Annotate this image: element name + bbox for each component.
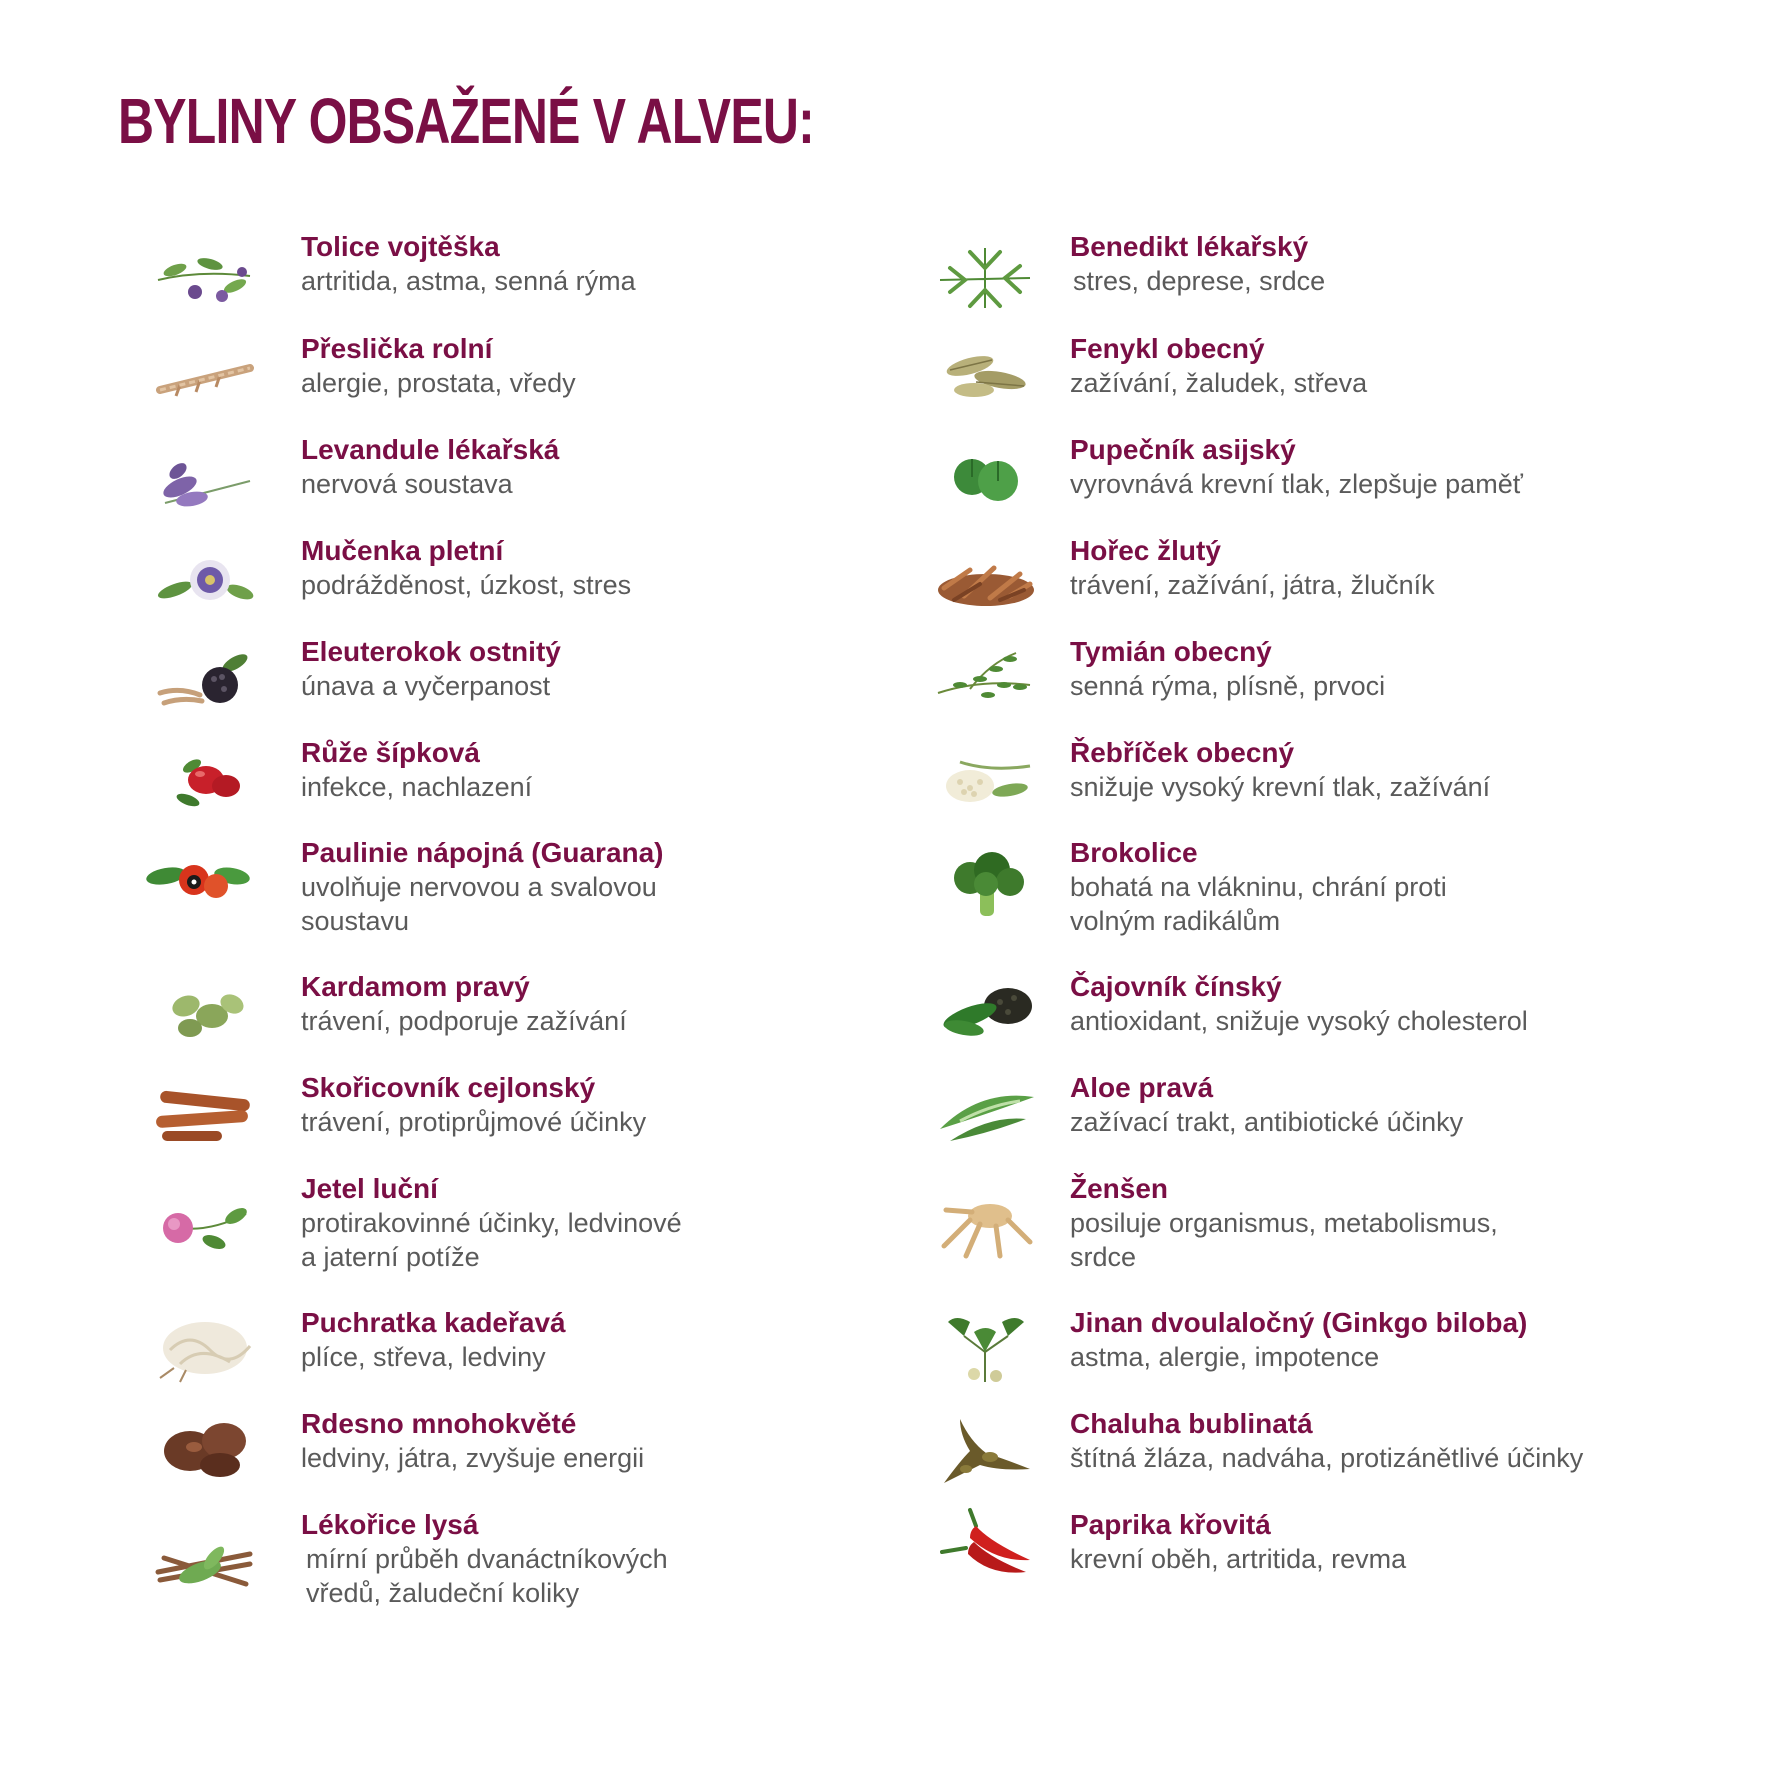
licorice-icon — [150, 1528, 260, 1606]
herb-name: Růže šípková — [301, 737, 480, 768]
rosehip-icon — [150, 740, 260, 818]
yarrow-icon — [930, 742, 1040, 820]
lavender-icon — [150, 443, 260, 521]
herb-name: Tymián obecný — [1070, 636, 1272, 667]
cinnamon-icon — [150, 1075, 260, 1153]
herb-description: trávení, protiprůjmové účinky — [301, 1107, 647, 1137]
herb-list-left — [0, 0, 760, 1772]
herb-name: Brokolice — [1070, 837, 1198, 868]
herb-name: Lékořice lysá — [301, 1509, 479, 1540]
herb-description: zažívání, žaludek, střeva — [1070, 368, 1368, 398]
herb-name: Rdesno mnohokvěté — [301, 1408, 577, 1439]
guarana-icon — [144, 842, 254, 920]
herb-list-right — [770, 0, 1770, 1772]
herb-description: trávení, zažívání, játra, žlučník — [1070, 570, 1435, 600]
herb-name: Ženšen — [1070, 1173, 1169, 1204]
herb-name: Jinan dvoulaločný (Ginkgo biloba) — [1070, 1307, 1528, 1338]
herb-description: protirakovinné účinky, ledvinové a jaterní potíže — [301, 1208, 682, 1272]
thyme-icon — [930, 639, 1040, 717]
fo-ti-root-icon — [150, 1407, 260, 1485]
herb-description: bohatá na vlákninu, chrání proti volným radikálům — [1070, 872, 1447, 936]
herb-description: mírní průběh dvanáctníkových vředů, žaludeční koliky — [306, 1544, 668, 1608]
herb-name: Levandule lékařská — [301, 434, 560, 465]
herb-description: snižuje vysoký krevní tlak, zažívání — [1070, 772, 1491, 802]
herb-description: antioxidant, snižuje vysoký cholesterol — [1070, 1006, 1528, 1036]
broccoli-icon — [930, 846, 1040, 924]
herb-description: astma, alergie, impotence — [1070, 1342, 1380, 1372]
cardamom-icon — [150, 976, 260, 1054]
passion-flower-icon — [150, 542, 260, 620]
ginkgo-icon — [930, 1312, 1040, 1390]
herb-description: uvolňuje nervovou a svalovou soustavu — [301, 872, 657, 936]
herb-description: únava a vyčerpanost — [301, 671, 551, 701]
herb-description: krevní oběh, artritida, revma — [1070, 1544, 1407, 1574]
herb-name: Pupečník asijský — [1070, 434, 1296, 465]
herb-name: Paprika křovitá — [1070, 1509, 1271, 1540]
gotu-kola-icon — [930, 439, 1040, 517]
herb-description: zažívací trakt, antibiotické účinky — [1070, 1107, 1464, 1137]
tea-leaves-icon — [930, 972, 1040, 1050]
herb-name: Jetel luční — [301, 1173, 438, 1204]
herb-description: trávení, podporuje zažívání — [301, 1006, 627, 1036]
herb-name: Řebříček obecný — [1070, 737, 1295, 768]
gentian-root-icon — [930, 540, 1040, 618]
herb-name: Přeslička rolní — [301, 333, 493, 364]
herb-name: Kardamom pravý — [301, 971, 530, 1002]
aloe-icon — [930, 1079, 1040, 1157]
ginseng-root-icon — [930, 1186, 1040, 1264]
herb-name: Paulinie nápojná (Guarana) — [301, 837, 664, 868]
herb-description: plíce, střeva, ledviny — [301, 1342, 546, 1372]
herb-description: stres, deprese, srdce — [1073, 266, 1326, 296]
herb-name: Eleuterokok ostnitý — [301, 636, 561, 667]
page-title: BYLINY OBSAŽENÉ V ALVEU: — [118, 85, 814, 157]
herb-description: artritida, astma, senná rýma — [301, 266, 636, 296]
clover-icon — [150, 1188, 260, 1266]
herb-name: Hořec žlutý — [1070, 535, 1221, 566]
herb-name: Chaluha bublinatá — [1070, 1408, 1313, 1439]
herb-name: Čajovník čínský — [1070, 971, 1282, 1002]
herb-description: infekce, nachlazení — [301, 772, 533, 802]
fennel-seeds-icon — [930, 336, 1040, 414]
chili-pepper-icon — [930, 1502, 1040, 1580]
herb-name: Benedikt lékařský — [1070, 231, 1309, 262]
herb-description: posiluje organismus, metabolismus, srdce — [1070, 1208, 1498, 1272]
herb-name: Puchratka kadeřavá — [301, 1307, 566, 1338]
alfalfa-icon — [150, 240, 260, 318]
irish-moss-icon — [150, 1310, 260, 1388]
herb-name: Skořicovník cejlonský — [301, 1072, 596, 1103]
herb-name: Mučenka pletní — [301, 535, 504, 566]
bladderwrack-icon — [930, 1411, 1040, 1489]
herb-description: alergie, prostata, vředy — [301, 368, 576, 398]
horsetail-icon — [150, 340, 260, 418]
herb-description: vyrovnává krevní tlak, zlepšuje paměť — [1070, 469, 1523, 499]
herb-description: štítná žláza, nadváha, protizánětlivé účinky — [1070, 1443, 1584, 1473]
eleuthero-icon — [150, 643, 260, 721]
herb-description: nervová soustava — [301, 469, 513, 499]
herb-description: ledviny, játra, zvyšuje energii — [301, 1443, 645, 1473]
herb-name: Tolice vojtěška — [301, 231, 500, 262]
herb-description: podrážděnost, úzkost, stres — [301, 570, 632, 600]
blessed-thistle-icon — [930, 238, 1040, 316]
herb-name: Aloe pravá — [1070, 1072, 1214, 1103]
herb-name: Fenykl obecný — [1070, 333, 1265, 364]
herb-description: senná rýma, plísně, prvoci — [1070, 671, 1386, 701]
